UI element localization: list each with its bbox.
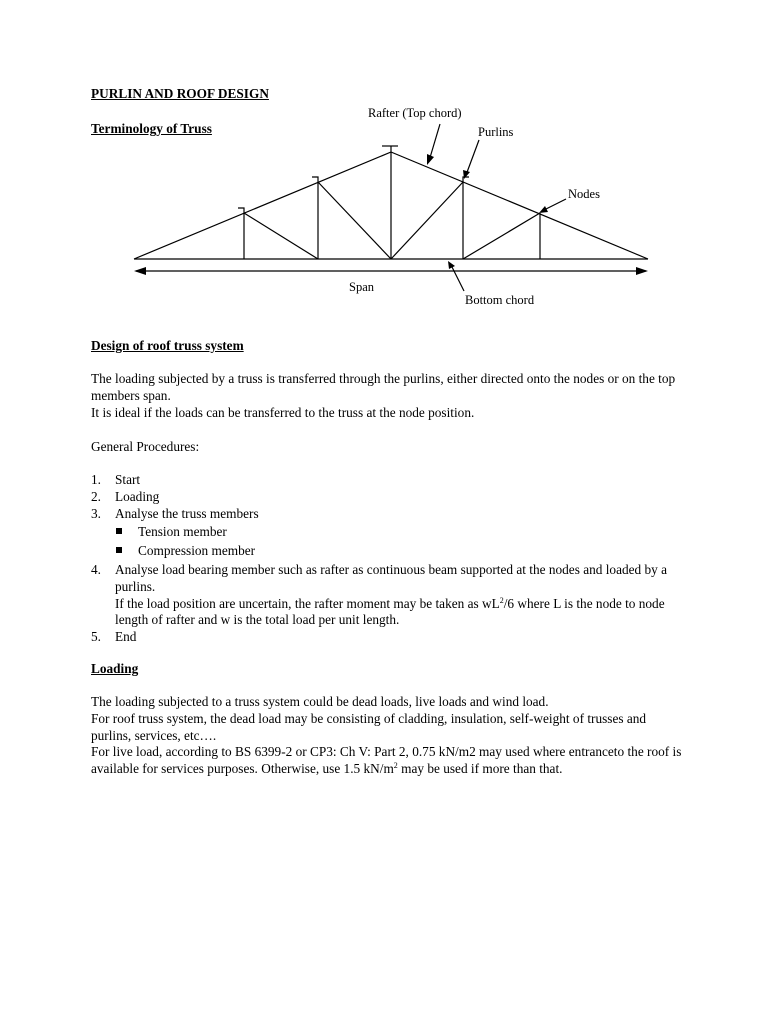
square-bullet-icon [116, 547, 122, 553]
sub-list-text: Tension member [138, 524, 227, 540]
list-item [91, 472, 691, 489]
sub-list-text: Compression member [138, 543, 256, 559]
note-superscript: 2 [499, 595, 504, 605]
list-item-note [91, 596, 685, 630]
note-text-a: If the load position are uncertain, the rafter moment may be taken as wL [115, 595, 500, 611]
terminology-heading: Terminology of Truss [91, 121, 212, 136]
list-number: 4. [91, 561, 101, 577]
general-procedures-label: General Procedures: [91, 439, 200, 454]
list-number: 1. [91, 472, 101, 487]
loading-heading: Loading [91, 661, 139, 676]
bottom-chord-label: Bottom chord [465, 293, 535, 307]
note-text-b: /6 where L is the node to node length of rafter and w is the total load per unit length. [115, 595, 665, 628]
list-item [91, 506, 691, 523]
list-text: Loading [115, 488, 160, 504]
list-item [91, 489, 691, 506]
sub-list-item [91, 524, 691, 541]
loading-paragraph-2: For roof truss system, the dead load may be consisting of cladding, insulation, self-weight of trusses and purlins, services, etc…. [91, 710, 647, 743]
square-bullet-icon [116, 528, 122, 534]
span-label: Span [349, 280, 374, 294]
list-item [91, 562, 685, 596]
loading-paragraph-3 [91, 744, 683, 778]
loading-superscript: 2 [393, 761, 398, 771]
list-number: 2. [91, 488, 101, 504]
list-text: Start [115, 472, 141, 487]
design-paragraph-1: The loading subjected by a truss is transferred through the purlins, either directed onto the nodes or on the top members span. [91, 371, 676, 403]
list-text: End [115, 629, 137, 645]
truss-diagram [0, 0, 768, 320]
rafter-label: Rafter (Top chord) [368, 106, 462, 120]
loading-paragraph-1: The loading subjected to a truss system could be dead loads, live loads and wind load. [91, 694, 549, 709]
purlins-label: Purlins [478, 125, 514, 139]
sub-list-item [91, 543, 691, 560]
loading-paragraph-3-b: may be used if more than that. [397, 761, 563, 777]
design-paragraph-2: It is ideal if the loads can be transferred to the truss at the node position. [91, 404, 475, 420]
list-text: Analyse the truss members [115, 505, 259, 521]
list-item [91, 629, 691, 646]
page-title: PURLIN AND ROOF DESIGN [91, 86, 269, 101]
loading-paragraph-3-a: For live load, according to BS 6399-2 or CP3: Ch V: Part 2, 0.75 kN/m2 may used where entranceto the roof is available for services purposes. Otherwise, use 1.5 kN/m [91, 744, 682, 777]
procedure-list [91, 472, 691, 646]
list-text: Analyse load bearing member such as rafter as continuous beam supported at the nodes and loaded by a purlins. [115, 561, 668, 594]
list-number: 3. [91, 505, 101, 521]
list-number: 5. [91, 629, 101, 645]
design-heading: Design of roof truss system [91, 338, 244, 353]
nodes-label: Nodes [568, 187, 600, 201]
